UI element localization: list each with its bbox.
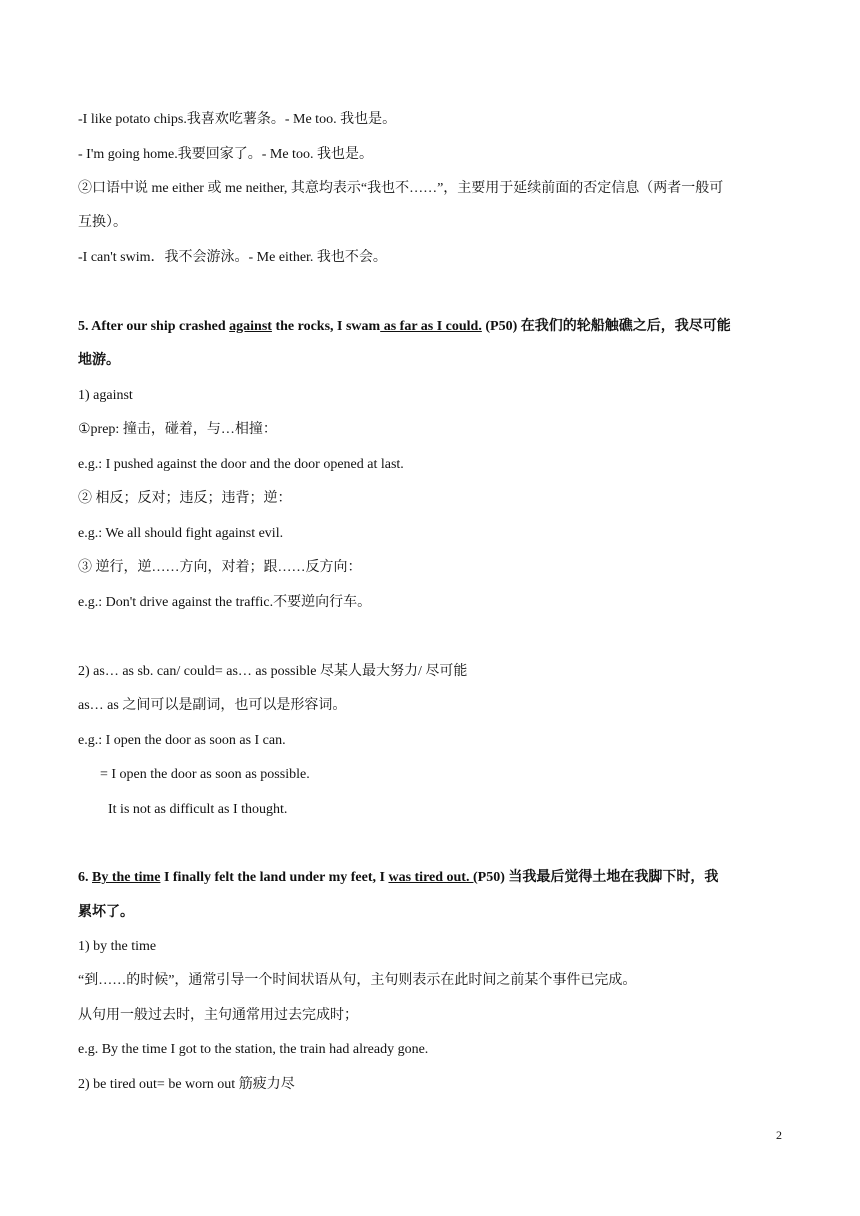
heading-underlined-text: was tired out. ( (388, 870, 478, 885)
text-line: e.g.: We all should fight against evil. (78, 526, 284, 541)
heading-text: I finally felt the land under my feet, I (160, 870, 389, 885)
text-line: e.g. By the time I got to the station, the train had already gone. (78, 1042, 429, 1057)
text-line: e.g.: I pushed against the door and the door opened at last. (78, 457, 404, 472)
text-line: = I open the door as soon as possible. (100, 767, 310, 782)
heading-text: 6. (78, 870, 92, 885)
text-line: - I'm going home.我要回家了。- Me too. 我也是。 (78, 147, 373, 162)
text-line: ② 相反；反对；违反；违背；逆： (78, 491, 292, 506)
section-6-heading (78, 868, 718, 888)
text-line: -I like potato chips.我喜欢吃薯条。- Me too. 我也是。 (78, 112, 397, 127)
text-line: 1) by the time (78, 939, 157, 954)
text-line: e.g.: I open the door as soon as I can. (78, 733, 286, 748)
page-number: 2 (776, 1128, 782, 1142)
heading-text: P50) 当我最后觉得土地在我脚下时，我 (477, 870, 719, 885)
text-line: ①prep: 撞击，碰着，与…相撞： (78, 422, 277, 437)
text-line: 从句用一般过去时，主句通常用过去完成时； (78, 1008, 358, 1023)
text-line: 1) against (78, 388, 133, 403)
heading-underlined-text: as far as I could. (380, 319, 482, 334)
text-line: ③ 逆行，逆……方向，对着；跟……反方向： (78, 560, 362, 575)
text-line: as… as 之间可以是副词，也可以是形容词。 (78, 698, 347, 713)
heading-text: 5. After our ship crashed (78, 319, 230, 334)
section-5-heading-cont: 地游。 (78, 353, 120, 368)
text-line: e.g.: Don't drive against the traffic.不要逆向行车。 (78, 595, 372, 610)
text-line: -I can't swim．我不会游泳。- Me either. 我也不会。 (78, 250, 387, 265)
text-line: 2) as… as sb. can/ could= as… as possible 尽某人最大努力/ 尽可能 (78, 664, 468, 679)
section-5-heading (78, 317, 731, 337)
section-6-heading-cont: 累坏了。 (78, 905, 134, 920)
heading-text: (P50) 在我们的轮船触礁之后，我尽可能 (481, 319, 731, 334)
text-line: It is not as difficult as I thought. (108, 802, 288, 817)
text-line: 2) be tired out= be worn out 筋疲力尽 (78, 1077, 295, 1092)
text-line: ②口语中说 me either 或 me neither, 其意均表示“我也不……”，主要用于延续前面的否定信息（两者一般可 (78, 181, 724, 196)
heading-underlined-text: against (229, 319, 272, 334)
heading-underlined-text: By the time (92, 870, 161, 885)
text-line: 互换）。 (78, 215, 127, 230)
heading-text: the rocks, I swam (271, 319, 381, 334)
text-line: “到……的时候”，通常引导一个时间状语从句，主句则表示在此时间之前某个事件已完成。 (78, 973, 637, 988)
